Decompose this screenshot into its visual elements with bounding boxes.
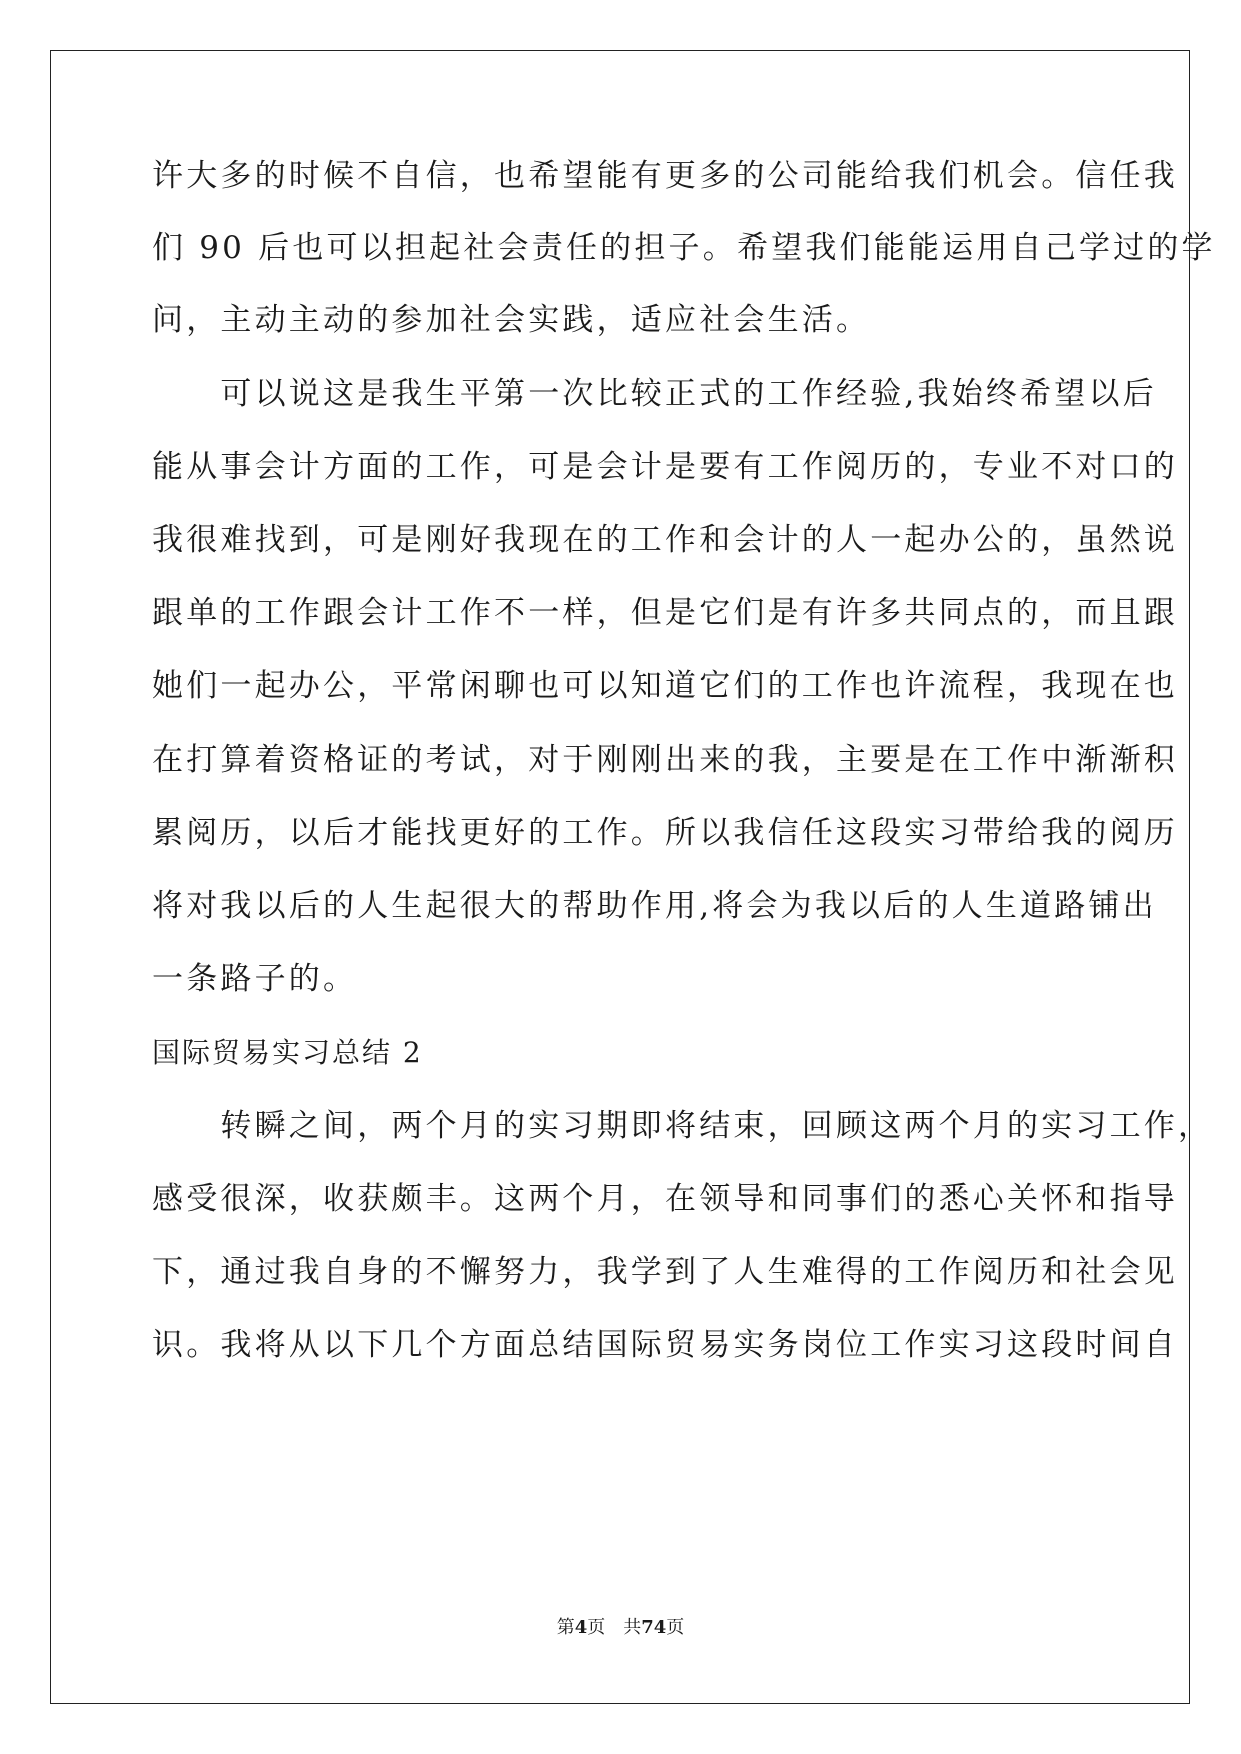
page-mid: 页 共 — [587, 1617, 642, 1638]
text-line: 累阅历，以后才能找更好的工作。所以我信任这段实习带给我的阅历 — [152, 815, 1178, 851]
page-current-number: 4 — [574, 1617, 588, 1638]
text-line: 在打算着资格证的考试，对于刚刚出来的我，主要是在工作中渐渐积 — [152, 742, 1178, 778]
page-total-number: 74 — [641, 1617, 667, 1638]
page-prefix: 第 — [556, 1617, 575, 1638]
section-heading: 国际贸易实习总结 2 — [152, 1036, 423, 1069]
text-line: 能从事会计方面的工作，可是会计是要有工作阅历的，专业不对口的 — [152, 449, 1178, 485]
page-suffix: 页 — [666, 1617, 685, 1638]
text-line: 转瞬之间，两个月的实习期即将结束，回顾这两个月的实习工作， — [152, 1108, 1213, 1144]
text-line: 感受很深，收获颇丰。这两个月，在领导和同事们的悉心关怀和指导 — [152, 1181, 1178, 1217]
text-line: 们 90 后也可以担起社会责任的担子。希望我们能能运用自己学过的学 — [152, 230, 1216, 266]
text-line: 下，通过我自身的不懈努力，我学到了人生难得的工作阅历和社会见 — [152, 1254, 1178, 1290]
text-line: 一条路子的。 — [152, 961, 358, 997]
text-line: 她们一起办公，平常闲聊也可以知道它们的工作也许流程，我现在也 — [152, 668, 1178, 704]
page-border — [50, 50, 1190, 1704]
text-line: 跟单的工作跟会计工作不一样，但是它们是有许多共同点的，而且跟 — [152, 595, 1178, 631]
page-footer — [0, 1616, 1241, 1640]
text-line: 我很难找到，可是刚好我现在的工作和会计的人一起办公的，虽然说 — [152, 522, 1178, 558]
text-line: 可以说这是我生平第一次比较正式的工作经验,我始终希望以后 — [152, 376, 1157, 412]
text-line: 识。我将从以下几个方面总结国际贸易实务岗位工作实习这段时间自 — [152, 1327, 1178, 1363]
text-line: 问，主动主动的参加社会实践，适应社会生活。 — [152, 302, 871, 338]
text-line: 许大多的时候不自信，也希望能有更多的公司能给我们机会。信任我 — [152, 158, 1178, 194]
text-line: 将对我以后的人生起很大的帮助作用,将会为我以后的人生道路铺出 — [152, 888, 1157, 924]
